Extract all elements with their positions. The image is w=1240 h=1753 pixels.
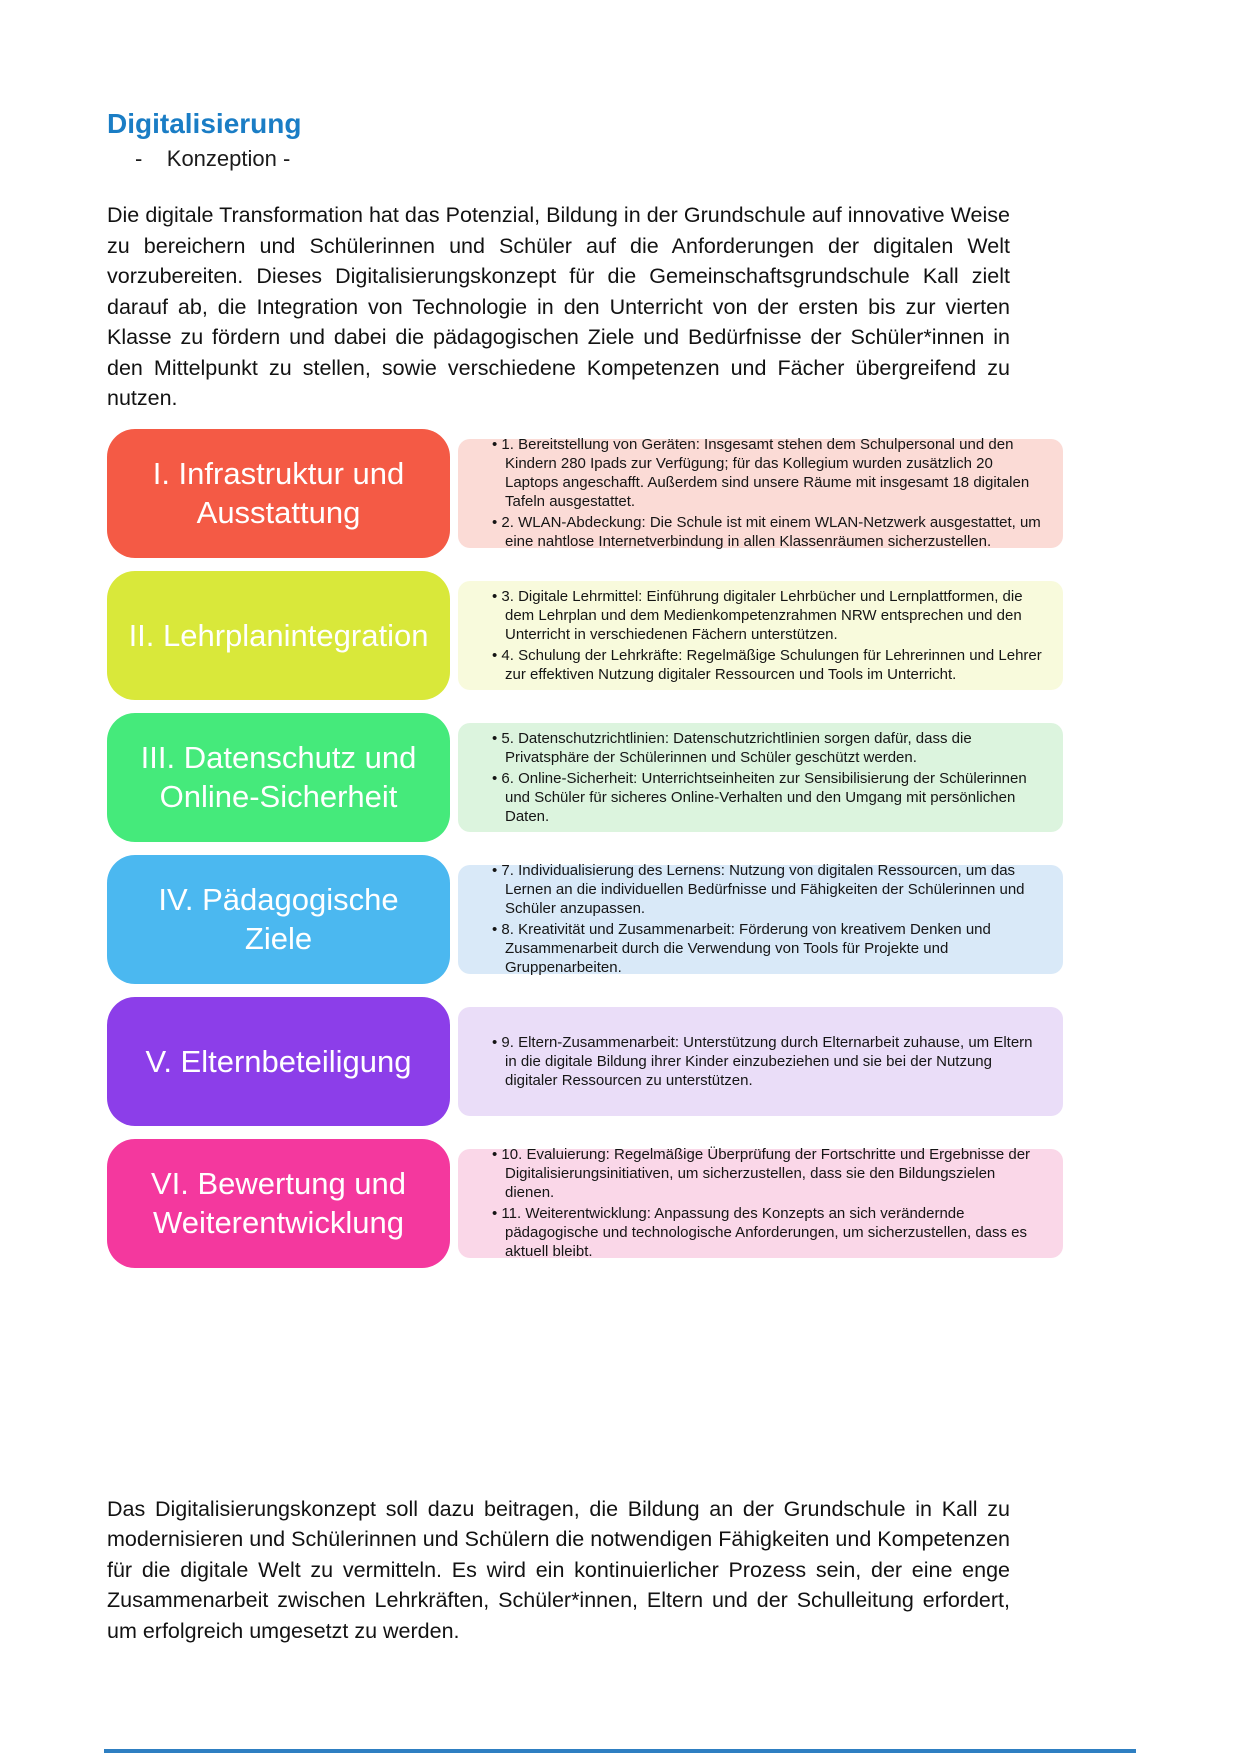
section-label-box <box>107 997 450 1126</box>
section-label-box <box>107 855 450 984</box>
section-content-box <box>458 723 1063 832</box>
section-content-box <box>458 1146 1063 1260</box>
page-title: Digitalisierung <box>107 108 302 139</box>
section-label: I. Infrastruktur und Ausstattung <box>152 456 405 530</box>
section-content-box <box>458 862 1063 976</box>
closing-paragraph: Das Digitalisierungskonzept soll dazu beitragen, die Bildung an der Grundschule in Kall zu modernisieren und Schülerinnen und Schülern die notwendigen Fähigkeiten und Kompetenzen für die digitale Welt zu vermitteln. Es wird ein kontinuierlicher Prozess sein, der eine enge Zusammenarbeit zwischen Lehrkräften, Schüler*innen, Eltern und der Schulleitung erfordert, um erfolgreich umgesetzt zu werden. <box>107 1496 1010 1643</box>
bullet-item: • 1. Bereitstellung von Geräten: Insgesamt stehen dem Schulpersonal und den Kindern 280 Ipads zur Verfügung; für das Kollegium wurden zusätzlich 20 Laptops angeschafft. Außerdem sind unsere Räume mit insgesamt 18 digitalen Tafeln ausgestattet. <box>492 435 1043 511</box>
section-row-datenschutz <box>107 713 1063 842</box>
bullet-item: • 3. Digitale Lehrmittel: Einführung digitaler Lehrbücher und Lernplattformen, die dem Lehrplan und dem Medienkompetenzrahmen NRW entsprechen und den Unterricht in verschiedenen Fächern unterstützen. <box>492 587 1043 644</box>
bullet-item: • 5. Datenschutzrichtlinien: Datenschutzrichtlinien sorgen dafür, dass die Privatsphäre der Schülerinnen und Schüler geschützt werden. <box>492 729 1043 767</box>
section-label: VI. Bewertung und Weiterentwicklung <box>150 1166 407 1240</box>
section-content-box <box>458 581 1063 690</box>
section-row-elternbeteiligung <box>107 997 1063 1126</box>
footer-divider <box>104 1749 1136 1753</box>
bullet-item: • 6. Online-Sicherheit: Unterrichtseinheiten zur Sensibilisierung der Schülerinnen und Schüler für sicheres Online-Verhalten und den Umgang mit persönlichen Daten. <box>492 769 1043 826</box>
bullet-list <box>492 859 1043 979</box>
section-label: V. Elternbeteiligung <box>145 1043 412 1079</box>
section-label-box <box>107 1139 450 1268</box>
section-row-paedagogische-ziele <box>107 855 1063 984</box>
section-content-box <box>458 1007 1063 1116</box>
section-content-box <box>458 436 1063 550</box>
section-label: III. Datenschutz und Online-Sicherheit <box>140 740 417 814</box>
document-header <box>107 108 1240 172</box>
page-subtitle: - Konzeption - <box>135 146 291 171</box>
bullet-list <box>492 585 1043 686</box>
bullet-item: • 4. Schulung der Lehrkräfte: Regelmäßige Schulungen für Lehrerinnen und Lehrer zur effektiven Nutzung digitaler Ressourcen und Tools im Unterricht. <box>492 646 1043 684</box>
bullet-list <box>492 1143 1043 1263</box>
bullet-item: • 7. Individualisierung des Lernens: Nutzung von digitalen Ressourcen, um das Lernen an die individuellen Bedürfnisse und Fähigkeiten der Schülerinnen und Schüler anzupassen. <box>492 861 1043 918</box>
intro-paragraph: Die digitale Transformation hat das Potenzial, Bildung in der Grundschule auf innovative Weise zu bereichern und Schülerinnen und Schüler auf die Anforderungen der digitalen Welt vorzubereiten. Dieses Digitalisierungskonzept für die Gemeinschaftsgrundschule Kall zielt darauf ab, die Integration von Technologie in den Unterricht von der ersten bis zur vierten Klasse zu fördern und dabei die pädagogischen Ziele und Bedürfnisse der Schüler*innen in den Mittelpunkt zu stellen, sowie verschiedene Kompetenzen und Fächer übergreifend zu nutzen. <box>107 203 1010 410</box>
bullet-item: • 9. Eltern-Zusammenarbeit: Unterstützung durch Elternarbeit zuhause, um Eltern in die digitale Bildung ihrer Kinder einzubeziehen und sie bei der Nutzung digitaler Ressourcen zu unterstützen. <box>492 1033 1043 1090</box>
section-label-box <box>107 713 450 842</box>
section-row-bewertung <box>107 1139 1063 1268</box>
section-label-box <box>107 571 450 700</box>
section-label-box <box>107 429 450 558</box>
section-row-infrastruktur <box>107 429 1063 558</box>
bullet-item: • 8. Kreativität und Zusammenarbeit: Förderung von kreativem Denken und Zusammenarbeit durch die Verwendung von Tools für Projekte und Gruppenarbeiten. <box>492 920 1043 977</box>
concept-diagram <box>107 429 1063 1268</box>
bullet-item: • 10. Evaluierung: Regelmäßige Überprüfung der Fortschritte und Ergebnisse der Digitalisierungsinitiativen, um sicherzustellen, dass sie den Bildungszielen dienen. <box>492 1145 1043 1202</box>
section-label: IV. Pädagogische Ziele <box>158 882 399 956</box>
section-label: II. Lehrplanintegration <box>128 617 429 653</box>
bullet-list <box>492 433 1043 553</box>
section-row-lehrplanintegration <box>107 571 1063 700</box>
bullet-list <box>492 727 1043 828</box>
bullet-item: • 2. WLAN-Abdeckung: Die Schule ist mit einem WLAN-Netzwerk ausgestattet, um eine nahtlose Internetverbindung in allen Klassenräumen sicherzustellen. <box>492 513 1043 551</box>
bullet-item: • 11. Weiterentwicklung: Anpassung des Konzepts an sich verändernde pädagogische und technologische Anforderungen, um sicherzustellen, dass es aktuell bleibt. <box>492 1204 1043 1261</box>
bullet-list <box>492 1031 1043 1092</box>
